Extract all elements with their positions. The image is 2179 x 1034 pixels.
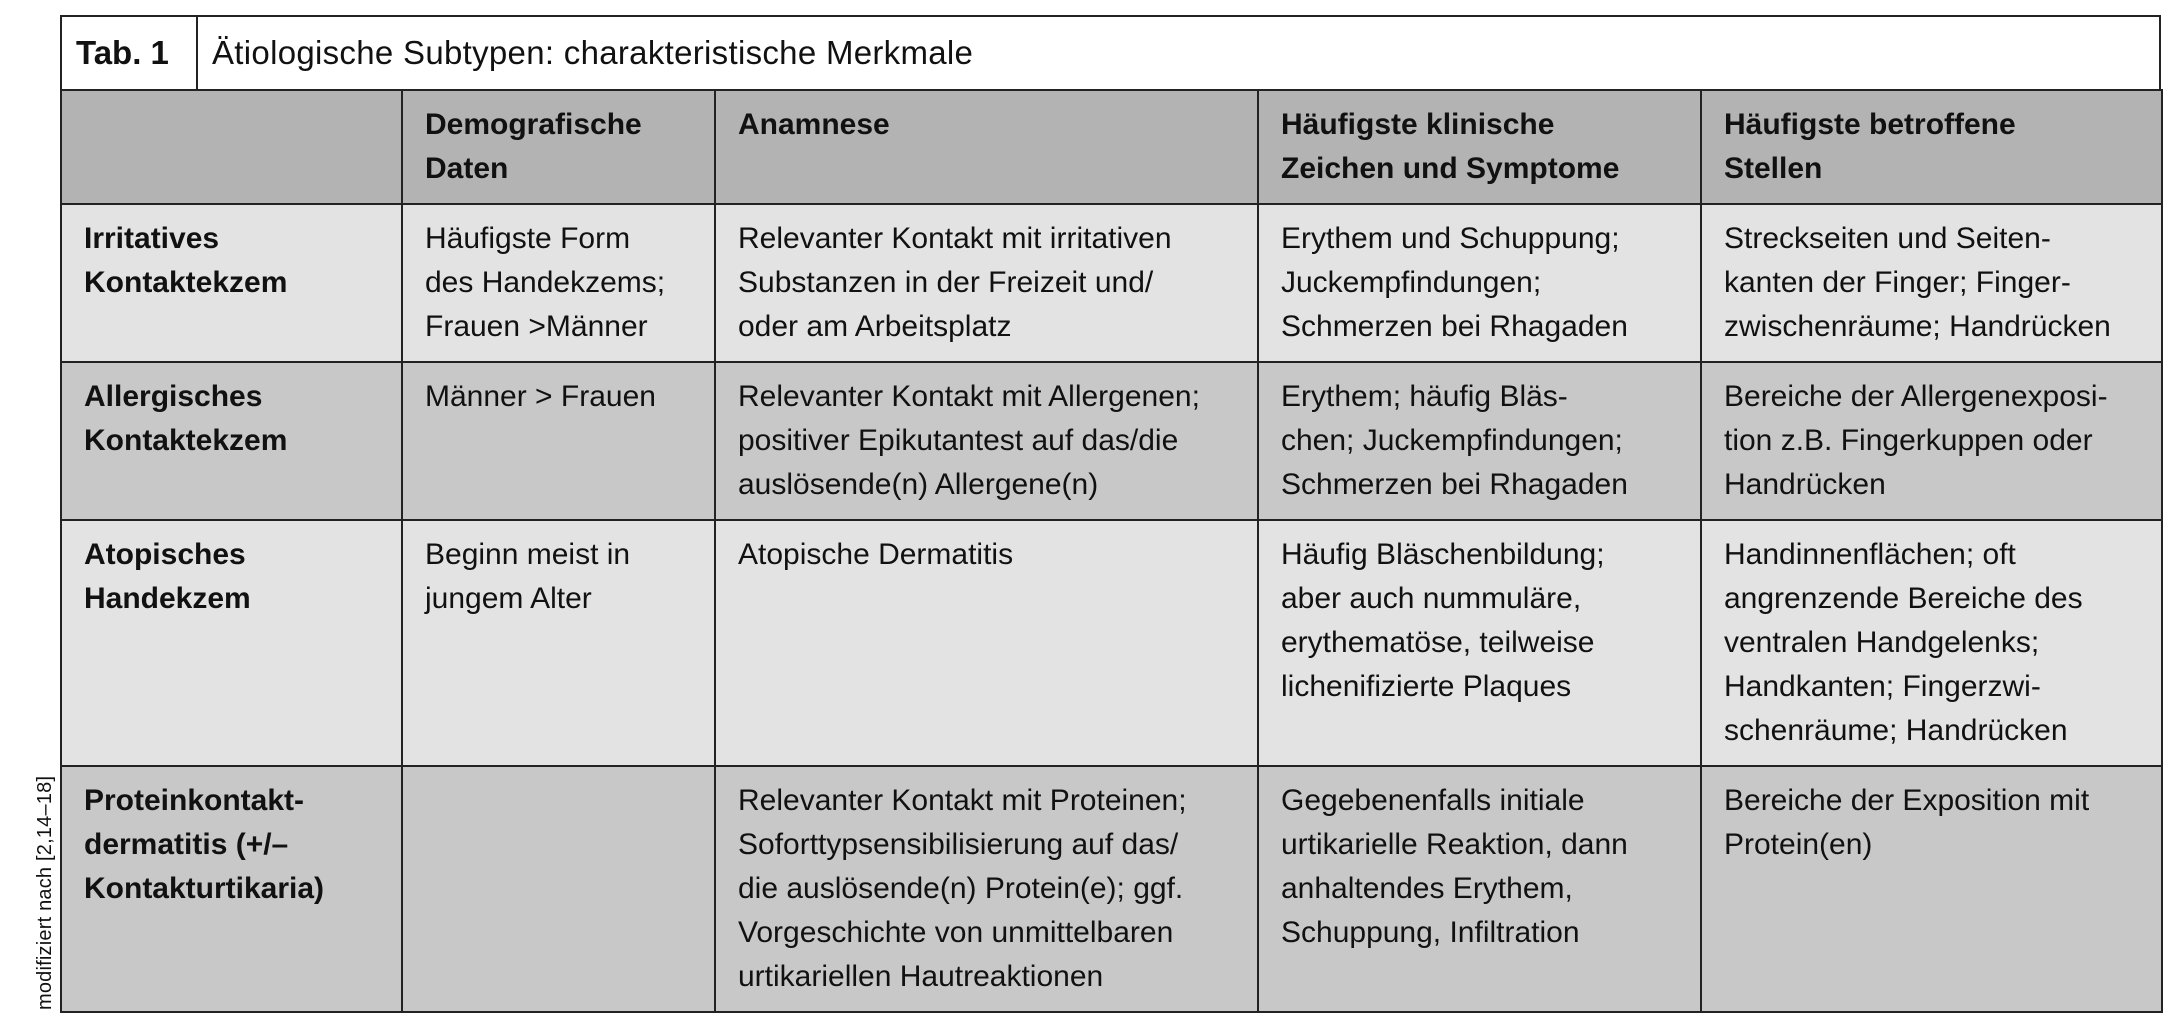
subtypes-table bbox=[60, 89, 2163, 1013]
header-demografische-daten: Demografische Daten bbox=[402, 90, 715, 204]
header-betroffene-stellen: Häufigste betroffene Stellen bbox=[1701, 90, 2162, 204]
table-cell: Beginn meist in jungem Alter bbox=[402, 520, 715, 766]
table-row bbox=[61, 766, 2162, 1012]
header-cell-empty bbox=[61, 90, 402, 204]
table-cell: Relevanter Kontakt mit Allergenen; positiver Epikutantest auf das/die auslösende(n) Allergene(n) bbox=[715, 362, 1258, 520]
row-label: Atopisches Handekzem bbox=[61, 520, 402, 766]
table-cell: Handinnenflächen; oft angrenzende Bereiche des ventralen Handgelenks; Handkanten; Fingerzwi- schenräume; Handrücken bbox=[1701, 520, 2162, 766]
table-row bbox=[61, 204, 2162, 362]
table-cell: Erythem; häufig Bläs- chen; Juckempfindungen; Schmerzen bei Rhagaden bbox=[1258, 362, 1701, 520]
row-label: Allergisches Kontaktekzem bbox=[61, 362, 402, 520]
source-note: modifiziert nach [2,14–18] bbox=[34, 775, 56, 1010]
table-row bbox=[61, 362, 2162, 520]
row-label: Irritatives Kontaktekzem bbox=[61, 204, 402, 362]
table-cell: Häufigste Form des Handekzems; Frauen >Männer bbox=[402, 204, 715, 362]
table-header-row bbox=[61, 90, 2162, 204]
table-cell bbox=[402, 766, 715, 1012]
table-title-bar bbox=[60, 15, 2161, 89]
table-container bbox=[60, 15, 2161, 1013]
row-label: Proteinkontakt- dermatitis (+/– Kontakturtikaria) bbox=[61, 766, 402, 1012]
table-cell: Häufig Bläschenbildung; aber auch nummuläre, erythematöse, teilweise lichenifizierte Plaques bbox=[1258, 520, 1701, 766]
header-klinische-zeichen: Häufigste klinische Zeichen und Symptome bbox=[1258, 90, 1701, 204]
table-cell: Relevanter Kontakt mit irritativen Substanzen in der Freizeit und/ oder am Arbeitsplatz bbox=[715, 204, 1258, 362]
table-title: Ätiologische Subtypen: charakteristische Merkmale bbox=[212, 34, 974, 71]
table-cell: Männer > Frauen bbox=[402, 362, 715, 520]
table-cell: Gegebenenfalls initiale urtikarielle Reaktion, dann anhaltendes Erythem, Schuppung, Infiltration bbox=[1258, 766, 1701, 1012]
table-row bbox=[61, 520, 2162, 766]
table-cell: Relevanter Kontakt mit Proteinen; Soforttypsensibilisierung auf das/ die auslösende(n) Protein(e); ggf. Vorgeschichte von unmittelbaren urtikariellen Hautreaktionen bbox=[715, 766, 1258, 1012]
table-number: Tab. 1 bbox=[62, 17, 198, 89]
table-cell: Streckseiten und Seiten- kanten der Finger; Finger- zwischenräume; Handrücken bbox=[1701, 204, 2162, 362]
header-anamnese: Anamnese bbox=[715, 90, 1258, 204]
table-cell: Atopische Dermatitis bbox=[715, 520, 1258, 766]
table-cell: Bereiche der Exposition mit Protein(en) bbox=[1701, 766, 2162, 1012]
table-cell: Bereiche der Allergenexposi- tion z.B. Fingerkuppen oder Handrücken bbox=[1701, 362, 2162, 520]
table-cell: Erythem und Schuppung; Juckempfindungen; Schmerzen bei Rhagaden bbox=[1258, 204, 1701, 362]
